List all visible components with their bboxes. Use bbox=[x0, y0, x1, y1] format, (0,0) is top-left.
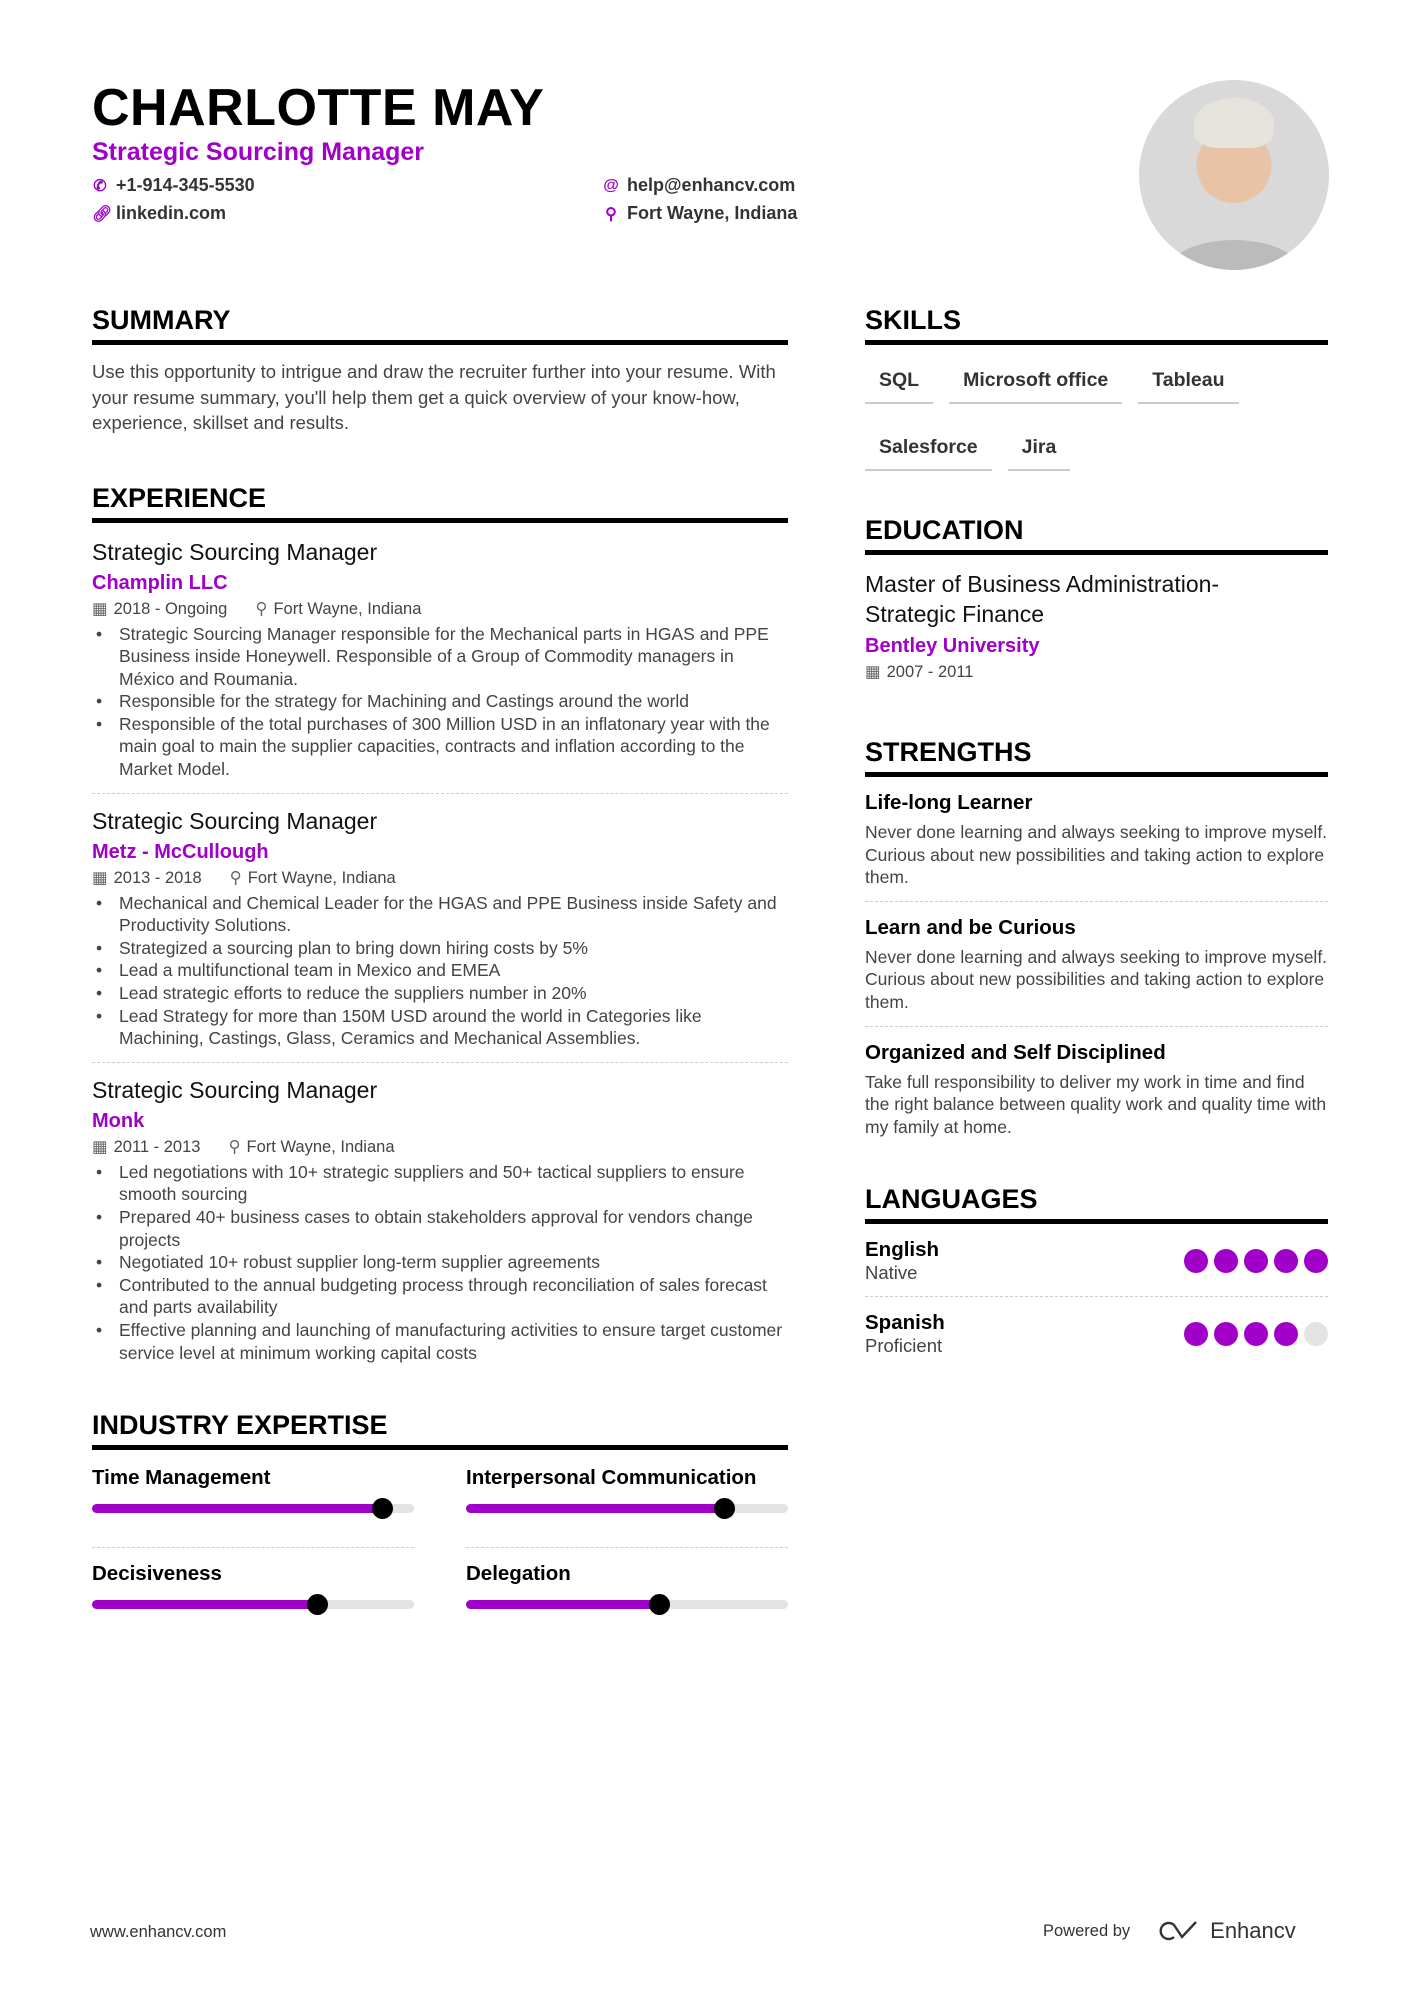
job-title: Strategic Sourcing Manager bbox=[92, 538, 378, 565]
experience-section bbox=[92, 483, 788, 1365]
proficiency-dot bbox=[1244, 1249, 1268, 1273]
email-text[interactable]: help@enhancv.com bbox=[627, 175, 796, 195]
location-text: Fort Wayne, Indiana bbox=[247, 868, 396, 887]
skills-section bbox=[865, 305, 1328, 493]
job-dates bbox=[92, 1137, 200, 1157]
language-item bbox=[865, 1311, 1328, 1357]
profile-photo bbox=[1139, 80, 1329, 270]
school: Bentley University bbox=[865, 635, 1040, 657]
proficiency-dot bbox=[1244, 1322, 1268, 1346]
dates-text: 2011 - 2013 bbox=[113, 1137, 201, 1156]
location-pin-icon: ⚲ bbox=[228, 1137, 241, 1156]
language-item bbox=[865, 1238, 1328, 1284]
calendar-icon: ▦ bbox=[92, 1137, 108, 1156]
education-section bbox=[865, 515, 1328, 682]
job-entry bbox=[92, 539, 788, 781]
proficiency-dots bbox=[1184, 1322, 1328, 1346]
at-icon: @ bbox=[603, 176, 619, 194]
bullet-list bbox=[92, 892, 788, 1050]
bullet-item: • Led negotiations with 10+ strategic suppliers and 50+ tactical suppliers to ensure smooth sourcing bbox=[92, 1161, 788, 1206]
level-knob bbox=[714, 1498, 735, 1519]
bullet-item: • Responsible of the total purchases of 300 Million USD in an inflatonary year with the main goal to main the supplier capacities, contracts and inflation according to the Market Model. bbox=[92, 713, 788, 781]
divider bbox=[92, 1062, 788, 1063]
bullet-item: • Contributed to the annual budgeting process through reconciliation of sales forecast and parts availability bbox=[92, 1274, 788, 1319]
enhancv-logo-icon bbox=[1156, 1920, 1202, 1942]
skill-tag: Microsoft office bbox=[949, 359, 1122, 404]
expertise-name: Interpersonal Communication bbox=[466, 1466, 757, 1490]
link-text[interactable]: linkedin.com bbox=[116, 203, 227, 223]
level-fill bbox=[92, 1504, 382, 1513]
location-text: Fort Wayne, Indiana bbox=[627, 203, 798, 223]
strength-item bbox=[865, 901, 1328, 1014]
calendar-icon: ▦ bbox=[92, 868, 108, 887]
expertise-level-bar bbox=[466, 1504, 788, 1513]
bullet-item: • Lead Strategy for more than 150M USD around the world in Categories like Machining, Castings, Glass, Ceramics and Mechanical Assemblies. bbox=[92, 1005, 788, 1050]
level-fill bbox=[466, 1600, 659, 1609]
phone-text: +1-914-345-5530 bbox=[116, 175, 255, 195]
languages-section bbox=[865, 1184, 1328, 1357]
location-text: Fort Wayne, Indiana bbox=[246, 1137, 395, 1156]
divider bbox=[865, 901, 1328, 902]
section-title: INDUSTRY EXPERTISE bbox=[92, 1410, 788, 1450]
dates-text: 2018 - Ongoing bbox=[113, 599, 228, 618]
candidate-name: CHARLOTTE MAY bbox=[92, 79, 545, 137]
bullet-item: • Lead a multifunctional team in Mexico and EMEA bbox=[92, 959, 788, 982]
divider bbox=[865, 1296, 1328, 1297]
bullet-list bbox=[92, 623, 788, 781]
job-entry bbox=[92, 1062, 788, 1364]
job-meta bbox=[92, 599, 788, 619]
expertise-name: Time Management bbox=[92, 1466, 271, 1490]
section-title: LANGUAGES bbox=[865, 1184, 1328, 1224]
divider bbox=[92, 793, 788, 794]
bullet-item: • Mechanical and Chemical Leader for the HGAS and PPE Business inside Safety and Productivity Solutions. bbox=[92, 892, 788, 937]
language-level: Proficient bbox=[865, 1335, 943, 1357]
company-name: Monk bbox=[92, 1109, 145, 1132]
expertise-item bbox=[92, 1535, 414, 1631]
location-pin-icon: ⚲ bbox=[255, 599, 268, 618]
level-knob bbox=[372, 1498, 393, 1519]
proficiency-dot bbox=[1214, 1249, 1238, 1273]
left-column bbox=[92, 305, 788, 1631]
location bbox=[603, 203, 797, 224]
proficiency-dot bbox=[1274, 1322, 1298, 1346]
proficiency-dot bbox=[1274, 1249, 1298, 1273]
location-text: Fort Wayne, Indiana bbox=[273, 599, 422, 618]
job-meta bbox=[92, 1137, 788, 1157]
proficiency-dot bbox=[1184, 1322, 1208, 1346]
section-title: EXPERIENCE bbox=[92, 483, 788, 523]
job-location bbox=[230, 868, 396, 888]
calendar-icon: ▦ bbox=[865, 663, 881, 681]
strength-item bbox=[865, 1026, 1328, 1139]
job-location bbox=[228, 1137, 394, 1157]
language-level: Native bbox=[865, 1262, 918, 1284]
calendar-icon: ▦ bbox=[92, 599, 108, 618]
job-meta bbox=[92, 868, 788, 888]
job-location bbox=[255, 599, 421, 619]
language-name: Spanish bbox=[865, 1311, 945, 1335]
bullet-item: • Effective planning and launching of manufacturing activities to ensure target customer service level at minimum working capital costs bbox=[92, 1319, 788, 1364]
expertise-name: Decisiveness bbox=[92, 1562, 222, 1586]
job-dates bbox=[92, 599, 227, 619]
summary-section bbox=[92, 305, 788, 436]
strength-title: Learn and be Curious bbox=[865, 915, 1076, 939]
email[interactable] bbox=[603, 175, 795, 196]
expertise-name: Delegation bbox=[466, 1562, 571, 1586]
divider bbox=[92, 1547, 414, 1548]
skill-tag: Salesforce bbox=[865, 426, 992, 471]
bullet-item: • Lead strategic efforts to reduce the suppliers number in 20% bbox=[92, 982, 788, 1005]
linkedin-link[interactable] bbox=[92, 203, 226, 224]
section-title: STRENGTHS bbox=[865, 737, 1328, 777]
bullet-item: • Prepared 40+ business cases to obtain stakeholders approval for vendors change projects bbox=[92, 1206, 788, 1251]
right-column bbox=[865, 305, 1328, 1357]
phone-icon: ✆ bbox=[93, 177, 107, 195]
skill-tag: Tableau bbox=[1138, 359, 1238, 404]
expertise-item bbox=[92, 1466, 414, 1535]
enhancv-logo[interactable] bbox=[1156, 1918, 1296, 1944]
dates-text: 2013 - 2018 bbox=[113, 868, 202, 887]
summary-text: Use this opportunity to intrigue and draw the recruiter further into your resume. With your resume summary, you'll help them get a quick overview of your know-how, experience, skillset and results. bbox=[92, 361, 776, 433]
bullet-item: • Strategized a sourcing plan to bring down hiring costs by 5% bbox=[92, 937, 788, 960]
expertise-level-bar bbox=[466, 1600, 788, 1609]
expertise-item bbox=[466, 1466, 788, 1535]
location-pin-icon: ⚲ bbox=[229, 868, 242, 887]
phone bbox=[92, 175, 255, 196]
job-title: Strategic Sourcing Manager bbox=[92, 807, 378, 834]
skill-tag: SQL bbox=[865, 359, 933, 404]
strength-title: Life-long Learner bbox=[865, 791, 1033, 814]
link-icon: 🔗︎ bbox=[92, 205, 113, 223]
brand-name: Enhancv bbox=[1210, 1918, 1296, 1943]
proficiency-dot bbox=[1304, 1249, 1328, 1273]
expertise-level-bar bbox=[92, 1600, 414, 1609]
job-dates bbox=[92, 868, 202, 888]
footer-site-link[interactable]: www.enhancv.com bbox=[90, 1923, 227, 1941]
level-fill bbox=[466, 1504, 724, 1513]
company-name: Champlin LLC bbox=[92, 571, 228, 594]
dates-text: 2007 - 2011 bbox=[886, 663, 974, 681]
industry-expertise-section bbox=[92, 1410, 788, 1631]
powered-by-text: Powered by bbox=[1043, 1921, 1131, 1940]
bullet-item: • Responsible for the strategy for Machining and Castings around the world bbox=[92, 690, 788, 713]
level-fill bbox=[92, 1600, 317, 1609]
proficiency-dots bbox=[1184, 1249, 1328, 1273]
company-name: Metz - McCullough bbox=[92, 840, 269, 863]
skill-tag: Jira bbox=[1008, 426, 1071, 471]
strengths-section bbox=[865, 737, 1328, 1138]
section-title: EDUCATION bbox=[865, 515, 1328, 555]
edu-dates bbox=[865, 662, 1328, 682]
strength-description: Never done learning and always seeking to improve myself. Curious about new possibilities and taking action to explore them. bbox=[865, 822, 1328, 888]
degree: Master of Business Administration- Strategic Finance bbox=[865, 571, 1220, 627]
strength-description: Take full responsibility to deliver my work in time and find the right balance between quality work and quality time with my family at home. bbox=[865, 1071, 1327, 1137]
divider bbox=[466, 1547, 788, 1548]
bullet-item: • Strategic Sourcing Manager responsible for the Mechanical parts in HGAS and PPE Business inside Honeywell. Responsible of a Group of Commodity managers in México and Roumania. bbox=[92, 623, 788, 691]
proficiency-dot bbox=[1184, 1249, 1208, 1273]
strength-item bbox=[865, 791, 1328, 889]
proficiency-dot bbox=[1304, 1322, 1328, 1346]
strength-description: Never done learning and always seeking to improve myself. Curious about new possibilities and taking action to explore them. bbox=[865, 946, 1328, 1012]
job-entry bbox=[92, 793, 788, 1050]
candidate-role: Strategic Sourcing Manager bbox=[92, 138, 425, 166]
language-info bbox=[865, 1238, 939, 1284]
footer-branding bbox=[1043, 1918, 1296, 1944]
section-title: SKILLS bbox=[865, 305, 1328, 345]
bullet-list bbox=[92, 1161, 788, 1364]
section-title: SUMMARY bbox=[92, 305, 788, 345]
expertise-level-bar bbox=[92, 1504, 414, 1513]
expertise-item bbox=[466, 1535, 788, 1631]
location-pin-icon: ⚲ bbox=[605, 205, 617, 223]
bullet-item: • Negotiated 10+ robust supplier long-term supplier agreements bbox=[92, 1251, 788, 1274]
language-name: English bbox=[865, 1238, 940, 1262]
proficiency-dot bbox=[1214, 1322, 1238, 1346]
language-info bbox=[865, 1311, 945, 1357]
job-title: Strategic Sourcing Manager bbox=[92, 1076, 378, 1103]
strength-title: Organized and Self Disciplined bbox=[865, 1040, 1166, 1064]
divider bbox=[865, 1026, 1328, 1027]
